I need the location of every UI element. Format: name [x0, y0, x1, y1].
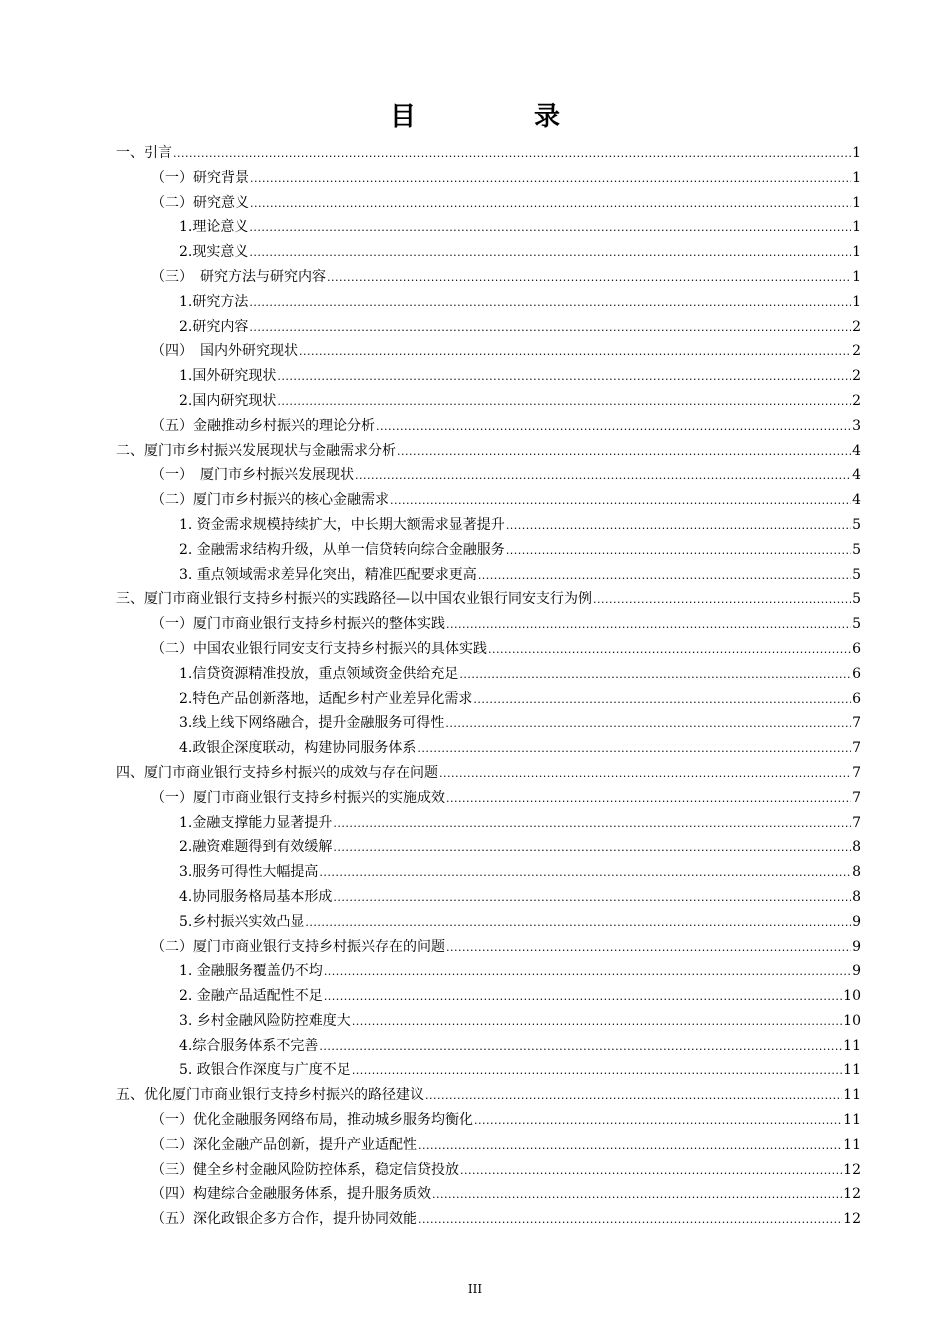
toc-entry[interactable] [116, 860, 861, 885]
toc-entry[interactable] [116, 1009, 861, 1034]
toc-entry-label: 3.服务可得性大幅提高 [179, 864, 319, 881]
toc-entry-page: 1 [852, 145, 861, 161]
page-number: III [467, 1282, 483, 1296]
toc-entry-label: 1.理论意义 [179, 219, 249, 236]
toc-entry[interactable] [116, 687, 861, 712]
toc-entry-page: 4 [852, 442, 861, 459]
toc-entry-label: 2.现实意义 [179, 244, 249, 261]
toc-entry[interactable] [116, 761, 861, 786]
toc-entry[interactable] [116, 885, 861, 910]
toc-entry[interactable] [116, 910, 861, 935]
toc-entry[interactable] [116, 513, 861, 538]
page-title: 目 录 [389, 102, 606, 132]
toc-entry-page: 3 [852, 417, 861, 434]
toc-entry-page: 1 [852, 268, 861, 285]
toc-entry[interactable] [116, 463, 861, 488]
toc-entry[interactable] [116, 711, 861, 736]
toc-entry-label: 3. 重点领域需求差异化突出，精准匹配要求更高 [179, 566, 477, 583]
toc-entry-page: 10 [843, 988, 861, 1005]
toc-entry[interactable] [116, 1158, 861, 1183]
toc-entry-page: 8 [852, 839, 861, 856]
toc-dot-leader [446, 787, 851, 812]
toc-entry-page: 6 [852, 690, 861, 707]
toc-dot-leader [445, 712, 851, 737]
toc-entry[interactable] [116, 984, 861, 1009]
toc-entry[interactable] [116, 1133, 861, 1158]
toc-entry-page: 7 [852, 789, 861, 806]
toc-entry-page: 2 [852, 318, 861, 335]
toc-dot-leader [299, 340, 851, 365]
toc-entry-label: （四） 国内外研究现状 [151, 343, 298, 360]
toc-entry-label: 5. 政银合作深度与广度不足 [179, 1062, 351, 1079]
toc-entry-label: 5.乡村振兴实效凸显 [179, 913, 305, 930]
toc-entry[interactable] [116, 364, 861, 389]
toc-dot-leader [418, 1208, 842, 1233]
toc-entry-label: 二、厦门市乡村振兴发展现状与金融需求分析 [116, 442, 396, 459]
toc-entry-label: 1. 金融服务覆盖仍不均 [179, 963, 323, 980]
toc-dot-leader [352, 1059, 842, 1084]
toc-entry-page: 9 [852, 963, 861, 980]
toc-entry[interactable] [116, 935, 861, 960]
toc-entry[interactable] [116, 414, 861, 439]
toc-entry-page: 7 [852, 764, 861, 781]
toc-entry-label: 1.国外研究现状 [179, 368, 277, 385]
toc-dot-leader [417, 737, 851, 762]
toc-entry[interactable] [116, 166, 861, 191]
toc-dot-leader [397, 440, 851, 465]
toc-dot-leader [319, 861, 851, 886]
toc-entry-label: （一）厦门市商业银行支持乡村振兴的整体实践 [151, 616, 445, 633]
toc-entry-page: 5 [852, 616, 861, 633]
toc-entry-label: （一）研究背景 [151, 169, 249, 186]
toc-dot-leader [390, 489, 851, 514]
toc-dot-leader [425, 1084, 842, 1109]
toc-dot-leader [355, 464, 851, 489]
toc-entry[interactable] [116, 563, 861, 588]
toc-dot-leader [506, 514, 851, 539]
toc-entry-label: 2.国内研究现状 [179, 392, 277, 409]
toc-entry[interactable] [116, 612, 861, 637]
toc-entry-page: 1 [852, 293, 861, 310]
toc-entry-page: 5 [852, 541, 861, 558]
toc-dot-leader [593, 588, 851, 613]
toc-entry-page: 11 [843, 1037, 861, 1054]
toc-entry-page: 1 [852, 244, 861, 261]
toc-entry-page: 10 [843, 1012, 861, 1029]
toc-entry-label: （三）健全乡村金融风险防控体系，稳定信贷投放 [151, 1161, 459, 1178]
toc-dot-leader [474, 1109, 842, 1134]
toc-entry[interactable] [116, 786, 861, 811]
toc-dot-leader [249, 291, 851, 316]
toc-entry-label: （三） 研究方法与研究内容 [151, 268, 326, 285]
toc-dot-leader [324, 985, 842, 1010]
toc-entry[interactable] [116, 538, 861, 563]
toc-entry-label: 3.线上线下网络融合，提升金融服务可得性 [179, 715, 445, 732]
toc-dot-leader [446, 613, 851, 638]
toc-entry-page: 6 [852, 665, 861, 682]
toc-entry[interactable] [116, 265, 861, 290]
toc-entry-label: 4.政银企深度联动，构建协同服务体系 [179, 740, 417, 757]
toc-dot-leader [173, 142, 851, 167]
toc-dot-leader [333, 836, 851, 861]
toc-entry[interactable] [116, 290, 861, 315]
toc-entry[interactable] [116, 662, 861, 687]
toc-entry[interactable] [116, 1034, 861, 1059]
toc-entry[interactable] [116, 835, 861, 860]
toc-entry-label: （二）厦门市乡村振兴的核心金融需求 [151, 492, 389, 509]
toc-entry-page: 9 [852, 938, 861, 955]
toc-entry[interactable] [116, 141, 861, 166]
toc-entry-page: 12 [843, 1211, 861, 1228]
toc-entry-label: 2. 金融需求结构升级，从单一信贷转向综合金融服务 [179, 541, 505, 558]
toc-dot-leader [446, 936, 851, 961]
toc-entry-label: 2.特色产品创新落地，适配乡村产业差异化需求 [179, 690, 473, 707]
toc-dot-leader [478, 564, 851, 589]
toc-entry-page: 5 [852, 516, 861, 533]
toc-entry-label: 三、厦门市商业银行支持乡村振兴的实践路径—以中国农业银行同安支行为例 [116, 591, 592, 608]
toc-entry[interactable] [116, 736, 861, 761]
toc-entry-page: 1 [852, 194, 861, 211]
toc-dot-leader [352, 1010, 842, 1035]
toc-entry-label: （二）深化金融产品创新，提升产业适配性 [151, 1136, 417, 1153]
toc-dot-leader [249, 241, 851, 266]
toc-entry-label: 1. 资金需求规模持续扩大，中长期大额需求显著提升 [179, 516, 505, 533]
toc-entry-page: 5 [852, 566, 861, 583]
toc-entry-label: 1.信贷资源精准投放，重点领域资金供给充足 [179, 665, 459, 682]
toc-dot-leader [249, 316, 851, 341]
toc-entry[interactable] [116, 215, 861, 240]
toc-entry-page: 2 [852, 368, 861, 385]
toc-entry-page: 4 [852, 492, 861, 509]
toc-dot-leader [250, 192, 851, 217]
toc-entry-page: 8 [852, 888, 861, 905]
toc-entry-label: 3. 乡村金融风险防控难度大 [179, 1012, 351, 1029]
table-of-contents [116, 141, 861, 1232]
toc-dot-leader [277, 390, 851, 415]
toc-entry-label: （五）金融推动乡村振兴的理论分析 [151, 417, 375, 434]
toc-dot-leader [459, 663, 851, 688]
toc-entry-page: 9 [852, 913, 861, 930]
toc-entry-label: 2.研究内容 [179, 318, 249, 335]
toc-entry-page: 1 [852, 219, 861, 236]
toc-entry-page: 11 [843, 1087, 861, 1104]
toc-entry-page: 8 [852, 864, 861, 881]
toc-entry-page: 5 [852, 591, 861, 608]
toc-entry-label: 1.研究方法 [179, 293, 249, 310]
toc-entry-label: （四）构建综合金融服务体系，提升服务质效 [151, 1186, 431, 1203]
toc-entry-label: 一、引言 [116, 145, 172, 161]
toc-dot-leader [460, 1159, 842, 1184]
toc-entry-page: 7 [852, 740, 861, 757]
toc-entry-label: （五）深化政银企多方合作，提升协同效能 [151, 1211, 417, 1228]
toc-entry-page: 12 [843, 1161, 861, 1178]
toc-entry-page: 1 [852, 169, 861, 186]
toc-entry[interactable] [116, 389, 861, 414]
toc-entry-label: 4.协同服务格局基本形成 [179, 888, 333, 905]
toc-dot-leader [277, 365, 851, 390]
toc-dot-leader [333, 886, 851, 911]
toc-entry[interactable] [116, 587, 861, 612]
toc-entry-page: 11 [843, 1062, 861, 1079]
toc-entry[interactable] [116, 959, 861, 984]
toc-entry-page: 7 [852, 814, 861, 831]
toc-entry-label: 1.金融支撑能力显著提升 [179, 814, 333, 831]
toc-dot-leader [319, 1035, 842, 1060]
toc-entry[interactable] [116, 1108, 861, 1133]
toc-entry[interactable] [116, 1058, 861, 1083]
toc-dot-leader [506, 539, 851, 564]
toc-entry[interactable] [116, 637, 861, 662]
toc-entry-page: 7 [852, 715, 861, 732]
toc-dot-leader [376, 415, 851, 440]
toc-dot-leader [250, 167, 851, 192]
toc-entry-label: 2. 金融产品适配性不足 [179, 988, 323, 1005]
toc-dot-leader [333, 812, 851, 837]
toc-entry[interactable] [116, 811, 861, 836]
toc-entry-page: 4 [852, 467, 861, 484]
toc-entry-label: （二）中国农业银行同安支行支持乡村振兴的具体实践 [151, 640, 487, 657]
toc-entry[interactable] [116, 315, 861, 340]
toc-entry-label: （二）厦门市商业银行支持乡村振兴存在的问题 [151, 938, 445, 955]
toc-dot-leader [432, 1183, 842, 1208]
toc-dot-leader [305, 911, 851, 936]
toc-entry[interactable] [116, 439, 861, 464]
toc-entry[interactable] [116, 1083, 861, 1108]
toc-entry-page: 2 [852, 343, 861, 360]
toc-dot-leader [439, 762, 851, 787]
toc-entry[interactable] [116, 339, 861, 364]
toc-entry-label: （二）研究意义 [151, 194, 249, 211]
toc-entry[interactable] [116, 1182, 861, 1207]
toc-dot-leader [418, 1134, 842, 1159]
toc-entry[interactable] [116, 488, 861, 513]
toc-dot-leader [324, 960, 851, 985]
toc-entry-label: （一）厦门市商业银行支持乡村振兴的实施成效 [151, 789, 445, 806]
toc-entry-page: 11 [843, 1136, 861, 1153]
toc-entry-label: 4.综合服务体系不完善 [179, 1037, 319, 1054]
toc-entry-label: 四、厦门市商业银行支持乡村振兴的成效与存在问题 [116, 764, 438, 781]
toc-entry-page: 11 [843, 1112, 861, 1129]
toc-entry[interactable] [116, 240, 861, 265]
toc-entry[interactable] [116, 191, 861, 216]
toc-dot-leader [473, 688, 851, 713]
toc-entry-label: 2.融资难题得到有效缓解 [179, 839, 333, 856]
toc-dot-leader [327, 266, 851, 291]
toc-entry-label: 五、优化厦门市商业银行支持乡村振兴的路径建议 [116, 1087, 424, 1104]
toc-entry-page: 6 [852, 640, 861, 657]
toc-entry-label: （一）优化金融服务网络布局，推动城乡服务均衡化 [151, 1112, 473, 1129]
toc-entry-page: 2 [852, 392, 861, 409]
toc-entry-label: （一） 厦门市乡村振兴发展现状 [151, 467, 354, 484]
toc-dot-leader [249, 216, 851, 241]
toc-dot-leader [488, 638, 851, 663]
toc-entry[interactable] [116, 1207, 861, 1232]
toc-entry-page: 12 [843, 1186, 861, 1203]
